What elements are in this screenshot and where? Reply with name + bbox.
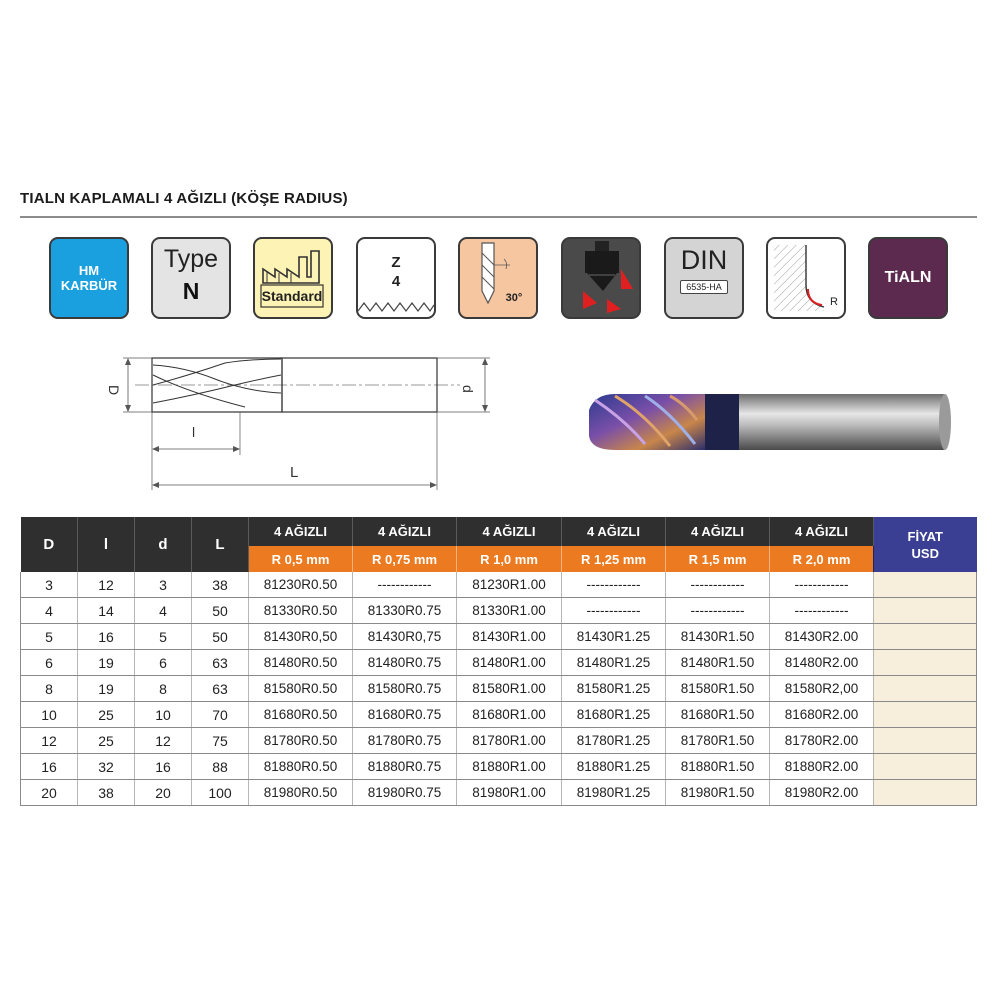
cell-product-code: 81580R1.50 xyxy=(666,676,770,702)
cell-D: 8 xyxy=(21,676,78,702)
radius-label: R xyxy=(830,296,838,308)
col-header-radius: R 0,75 mm xyxy=(353,546,457,572)
cell-l: 12 xyxy=(78,572,135,598)
dim-l-label: l xyxy=(192,424,196,440)
cell-product-code: 81880R0.50 xyxy=(249,754,353,780)
cell-l: 38 xyxy=(78,780,135,806)
dim-L-label: L xyxy=(290,464,299,481)
table-row xyxy=(21,780,977,806)
hm-line1: HM xyxy=(78,263,100,278)
cell-price xyxy=(874,624,977,650)
helix-angle-icon xyxy=(458,237,538,319)
col-header-flutes: 4 AĞIZLI xyxy=(562,517,666,546)
cell-l: 32 xyxy=(78,754,135,780)
cell-L: 88 xyxy=(192,754,249,780)
cell-product-code: 81680R1.25 xyxy=(562,702,666,728)
col-header-radius: R 1,5 mm xyxy=(666,546,770,572)
end-mill-photo xyxy=(585,380,955,460)
cell-product-code: ------------ xyxy=(770,598,874,624)
cell-product-code: 81430R1.50 xyxy=(666,624,770,650)
title-divider xyxy=(20,216,977,218)
coating-tialn-icon xyxy=(868,237,948,319)
technical-drawing xyxy=(95,345,500,495)
cell-product-code: 81480R1.25 xyxy=(562,650,666,676)
cell-product-code: 81880R1.25 xyxy=(562,754,666,780)
cell-d: 5 xyxy=(135,624,192,650)
standard-label: Standard xyxy=(261,288,323,304)
cell-D: 10 xyxy=(21,702,78,728)
cell-price xyxy=(874,780,977,806)
cell-price xyxy=(874,572,977,598)
page-title: TIALN KAPLAMALI 4 AĞIZLI (KÖŞE RADIUS) xyxy=(20,190,348,207)
col-header-radius: R 1,0 mm xyxy=(457,546,562,572)
col-header-d: d xyxy=(135,517,192,572)
cell-product-code: 81480R1.00 xyxy=(457,650,562,676)
col-header-L: L xyxy=(192,517,249,572)
cell-d: 12 xyxy=(135,728,192,754)
col-header-radius: R 0,5 mm xyxy=(249,546,353,572)
cell-D: 12 xyxy=(21,728,78,754)
cell-product-code: 81880R2.00 xyxy=(770,754,874,780)
type-line1: Type xyxy=(163,245,219,273)
cell-L: 50 xyxy=(192,598,249,624)
cell-product-code: 81980R1.25 xyxy=(562,780,666,806)
cell-product-code: 81430R1.25 xyxy=(562,624,666,650)
din-label: DIN xyxy=(680,245,728,275)
table-body xyxy=(21,572,977,806)
cell-product-code: 81330R1.00 xyxy=(457,598,562,624)
tooth-profile-icon xyxy=(358,293,434,317)
cell-l: 14 xyxy=(78,598,135,624)
cell-product-code: 81430R0,50 xyxy=(249,624,353,650)
cell-product-code: 81980R0.75 xyxy=(353,780,457,806)
cell-product-code: 81680R0.75 xyxy=(353,702,457,728)
cell-l: 25 xyxy=(78,728,135,754)
cell-product-code: ------------ xyxy=(666,572,770,598)
table-row xyxy=(21,624,977,650)
din-number: 6535-HA xyxy=(680,280,728,294)
din-standard-icon xyxy=(664,237,744,319)
cell-product-code: 81680R2.00 xyxy=(770,702,874,728)
cell-d: 16 xyxy=(135,754,192,780)
cell-product-code: ------------ xyxy=(770,572,874,598)
spec-table xyxy=(20,517,977,806)
cell-d: 8 xyxy=(135,676,192,702)
cell-product-code: ------------ xyxy=(666,598,770,624)
table-header xyxy=(21,517,977,572)
coating-label: TiALN xyxy=(884,269,932,286)
flute-z-label: Z xyxy=(391,254,401,271)
table-row xyxy=(21,650,977,676)
milling-direction-icon xyxy=(561,237,641,319)
cell-product-code: 81430R2.00 xyxy=(770,624,874,650)
cell-product-code: 81480R2.00 xyxy=(770,650,874,676)
col-header-radius: R 2,0 mm xyxy=(770,546,874,572)
col-header-flutes: 4 AĞIZLI xyxy=(249,517,353,546)
cell-product-code: 81480R0.50 xyxy=(249,650,353,676)
cell-l: 25 xyxy=(78,702,135,728)
cell-D: 4 xyxy=(21,598,78,624)
cell-price xyxy=(874,650,977,676)
dim-d-label: d xyxy=(460,385,476,393)
cell-l: 19 xyxy=(78,650,135,676)
cell-product-code: 81980R2.00 xyxy=(770,780,874,806)
helix-angle-label: 30° xyxy=(505,292,523,304)
cell-product-code: 81880R1.50 xyxy=(666,754,770,780)
cell-price xyxy=(874,728,977,754)
type-line2: N xyxy=(182,278,200,304)
cell-l: 19 xyxy=(78,676,135,702)
cell-product-code: 81880R0.75 xyxy=(353,754,457,780)
dim-D-label: D xyxy=(106,385,122,396)
cell-product-code: 81430R0,75 xyxy=(353,624,457,650)
col-header-flutes: 4 AĞIZLI xyxy=(353,517,457,546)
flute-count-icon xyxy=(356,237,436,319)
standard-factory-icon xyxy=(253,237,333,319)
table-row xyxy=(21,754,977,780)
cell-D: 3 xyxy=(21,572,78,598)
cell-l: 16 xyxy=(78,624,135,650)
cell-product-code: 81780R0.75 xyxy=(353,728,457,754)
cell-product-code: 81880R1.00 xyxy=(457,754,562,780)
cell-L: 100 xyxy=(192,780,249,806)
col-header-flutes: 4 AĞIZLI xyxy=(770,517,874,546)
cell-D: 16 xyxy=(21,754,78,780)
cell-product-code: 81580R0.75 xyxy=(353,676,457,702)
cell-product-code: 81980R0.50 xyxy=(249,780,353,806)
table-row xyxy=(21,728,977,754)
cell-d: 20 xyxy=(135,780,192,806)
cell-product-code: 81780R1.50 xyxy=(666,728,770,754)
cell-product-code: 81580R1.00 xyxy=(457,676,562,702)
cell-d: 4 xyxy=(135,598,192,624)
cell-d: 10 xyxy=(135,702,192,728)
cell-L: 50 xyxy=(192,624,249,650)
cell-product-code: 81680R1.00 xyxy=(457,702,562,728)
corner-radius-icon xyxy=(766,237,846,319)
col-header-flutes: 4 AĞIZLI xyxy=(457,517,562,546)
cell-D: 20 xyxy=(21,780,78,806)
cell-product-code: 81780R2.00 xyxy=(770,728,874,754)
flute-count-value: 4 xyxy=(391,273,401,290)
table-row xyxy=(21,598,977,624)
table-row xyxy=(21,676,977,702)
cell-product-code: 81780R1.00 xyxy=(457,728,562,754)
col-header-price: FİYAT USD xyxy=(874,517,977,572)
cell-product-code: 81480R1.50 xyxy=(666,650,770,676)
table-row xyxy=(21,572,977,598)
cell-L: 63 xyxy=(192,650,249,676)
cell-product-code: 81430R1.00 xyxy=(457,624,562,650)
cell-price xyxy=(874,598,977,624)
cell-product-code: 81980R1.00 xyxy=(457,780,562,806)
cell-product-code: ------------ xyxy=(562,598,666,624)
cell-D: 6 xyxy=(21,650,78,676)
cell-product-code: 81480R0.75 xyxy=(353,650,457,676)
cell-price xyxy=(874,754,977,780)
table-row xyxy=(21,702,977,728)
cell-product-code: 81580R1.25 xyxy=(562,676,666,702)
hm-line2: KARBÜR xyxy=(60,278,118,293)
col-header-D: D xyxy=(21,517,78,572)
col-header-l: l xyxy=(78,517,135,572)
cell-product-code: 81780R1.25 xyxy=(562,728,666,754)
hm-carbide-icon xyxy=(49,237,129,319)
cell-d: 3 xyxy=(135,572,192,598)
cell-price xyxy=(874,676,977,702)
col-header-flutes: 4 AĞIZLI xyxy=(666,517,770,546)
cell-L: 63 xyxy=(192,676,249,702)
cell-price xyxy=(874,702,977,728)
cell-L: 70 xyxy=(192,702,249,728)
cell-d: 6 xyxy=(135,650,192,676)
cell-product-code: 81580R0.50 xyxy=(249,676,353,702)
cell-product-code: 81230R0.50 xyxy=(249,572,353,598)
cell-product-code: 81680R0.50 xyxy=(249,702,353,728)
cell-product-code: 81330R0.75 xyxy=(353,598,457,624)
cell-product-code: 81330R0.50 xyxy=(249,598,353,624)
cell-L: 75 xyxy=(192,728,249,754)
cell-product-code: ------------ xyxy=(562,572,666,598)
cell-product-code: ------------ xyxy=(353,572,457,598)
col-header-radius: R 1,25 mm xyxy=(562,546,666,572)
cell-product-code: 81980R1.50 xyxy=(666,780,770,806)
cell-L: 38 xyxy=(192,572,249,598)
cell-product-code: 81230R1.00 xyxy=(457,572,562,598)
cell-D: 5 xyxy=(21,624,78,650)
cell-product-code: 81780R0.50 xyxy=(249,728,353,754)
cell-product-code: 81680R1.50 xyxy=(666,702,770,728)
cell-product-code: 81580R2,00 xyxy=(770,676,874,702)
type-n-icon xyxy=(151,237,231,319)
